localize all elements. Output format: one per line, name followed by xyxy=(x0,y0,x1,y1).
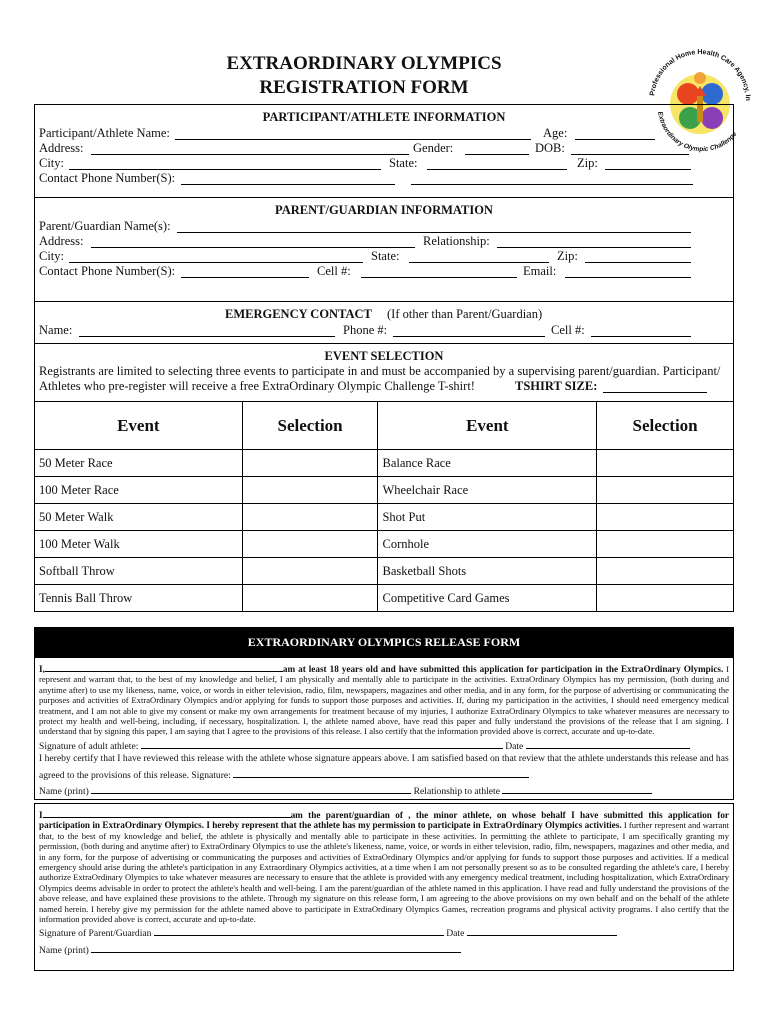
guardian-phone-label: Contact Phone Number(S): xyxy=(39,264,176,278)
event-column-header: Event xyxy=(378,402,597,450)
participant-zip-field[interactable] xyxy=(605,158,691,170)
guardian-relationship-label: Relationship: xyxy=(423,234,490,248)
certify-text: I hereby certify that I have reviewed this release with the athlete whose signature appears above. I am satisfied based on that review that the athlete understands this release and has agreed to the provisions of this release. Signature: xyxy=(39,753,729,781)
adult-release-body: I represent and warrant that, to the best of my knowledge and belief, I am physically and mentally able to participate in the activities. ExtraOrdinary Olympics has my permission, (both during and anytime after) to use my likeness, name, voice, or words in either television, radio, film, newspapers, magazines and other media, and in any form, for the purpose of advertising or communicating the purposes and activities of ExtraOrdinary Olympics and/or applying for funds to support those purposes and activities. If, during my participation in the activities, I should need emergency medical treatment, and I am not able to give my consent or make my own arrangements for treatment because of my injuries, I authorize ExtraOrdinary Olympics to take whatever measures are necessary to protect my health and well-being, including, if necessary, hospitalization. I, the athlete named above, have read this paper and fully understand the provisions of the release that I am signing. I understand that by signing this paper, I am saying that I agree to the provisions of this release. I also certify that the information provided above is correct, accurate and up-to-date. xyxy=(39,664,729,737)
emergency-cell-field[interactable] xyxy=(591,325,691,337)
event-name: 100 Meter Race xyxy=(35,477,243,504)
logo-text-bottom: Extraordinary Olympic Challenge xyxy=(656,111,739,154)
adult-release-section xyxy=(34,657,734,800)
event-selection-cell[interactable] xyxy=(597,531,734,558)
event-name: Tennis Ball Throw xyxy=(35,585,243,612)
guardian-city-field[interactable] xyxy=(69,251,363,263)
guardian-release-section xyxy=(34,803,734,971)
event-selection-cell[interactable] xyxy=(597,450,734,477)
event-selection-cell[interactable] xyxy=(597,585,734,612)
guardian-name-print-label: Name (print) xyxy=(39,944,89,956)
participant-address-label: Address: xyxy=(39,141,84,155)
event-selection-cell[interactable] xyxy=(597,477,734,504)
certify-signature-field[interactable] xyxy=(233,766,529,778)
emergency-name-field[interactable] xyxy=(79,325,335,337)
event-selection-cell[interactable] xyxy=(242,558,378,585)
table-row xyxy=(35,558,734,585)
guardian-zip-field[interactable] xyxy=(585,251,691,263)
name-print-row xyxy=(39,782,729,799)
guardian-phone-field[interactable] xyxy=(181,266,309,278)
guardian-release-name-field[interactable] xyxy=(43,806,291,818)
participant-phone-field-1[interactable] xyxy=(181,173,395,185)
participant-state-label: State: xyxy=(389,156,418,170)
guardian-name-row xyxy=(39,941,729,958)
guardian-release-paragraph xyxy=(39,806,729,924)
form-title-line1: EXTRAORDINARY OLYMPICS xyxy=(226,53,502,74)
relationship-athlete-label: Relationship to athlete xyxy=(413,786,500,798)
adult-signature-row xyxy=(39,737,729,754)
emergency-heading: EMERGENCY CONTACT xyxy=(225,307,372,321)
event-name: Competitive Card Games xyxy=(378,585,597,612)
participant-dob-field[interactable] xyxy=(571,143,689,155)
adult-release-paragraph xyxy=(39,660,729,737)
relationship-athlete-field[interactable] xyxy=(502,782,652,794)
event-column-header: Event xyxy=(35,402,243,450)
event-name: Basketball Shots xyxy=(378,558,597,585)
adult-date-field[interactable] xyxy=(526,737,690,749)
event-name: 50 Meter Race xyxy=(35,450,243,477)
participant-address-field[interactable] xyxy=(91,143,409,155)
adult-signature-field[interactable] xyxy=(141,737,503,749)
guardian-cell-field[interactable] xyxy=(361,266,517,278)
event-name: Balance Race xyxy=(378,450,597,477)
adult-intro: am at least 18 years old and have submitted this application for participation in the ExtraOrdinary Olympics. xyxy=(282,664,724,674)
guardian-cell-label: Cell #: xyxy=(317,264,351,278)
table-row xyxy=(35,477,734,504)
release-form-heading: EXTRAORDINARY OLYMPICS RELEASE FORM xyxy=(34,627,734,657)
guardian-date-label: Date xyxy=(446,928,465,940)
participant-dob-label: DOB: xyxy=(535,141,565,155)
event-selection-text-2: Athletes who pre-register will receive a free ExtraOrdinary Olympic Challenge T-shirt! xyxy=(39,379,475,393)
participant-gender-field[interactable] xyxy=(465,143,529,155)
guardian-signature-field[interactable] xyxy=(154,924,444,936)
table-row xyxy=(35,504,734,531)
participant-zip-label: Zip: xyxy=(577,156,598,170)
participant-city-label: City: xyxy=(39,156,65,170)
event-name: 50 Meter Walk xyxy=(35,504,243,531)
participant-state-field[interactable] xyxy=(427,158,567,170)
table-row xyxy=(35,450,734,477)
tshirt-size-field[interactable] xyxy=(603,381,707,393)
participant-phone-field-2[interactable] xyxy=(411,173,693,185)
event-selection-cell[interactable] xyxy=(597,504,734,531)
name-print-field[interactable] xyxy=(91,782,411,794)
participant-name-field[interactable] xyxy=(175,128,531,140)
emergency-heading-note: (If other than Parent/Guardian) xyxy=(387,307,543,321)
event-selection-cell[interactable] xyxy=(242,585,378,612)
guardian-name-field[interactable] xyxy=(177,221,691,233)
event-selection-cell[interactable] xyxy=(242,504,378,531)
table-row xyxy=(35,531,734,558)
participant-age-field[interactable] xyxy=(575,128,655,140)
event-name: Wheelchair Race xyxy=(378,477,597,504)
event-name: 100 Meter Walk xyxy=(35,531,243,558)
emergency-name-label: Name: xyxy=(39,323,73,337)
event-selection-section xyxy=(34,343,734,401)
event-selection-cell[interactable] xyxy=(242,531,378,558)
guardian-name-print-field[interactable] xyxy=(91,941,461,953)
guardian-date-field[interactable] xyxy=(467,924,617,936)
event-name: Cornhole xyxy=(378,531,597,558)
guardian-email-field[interactable] xyxy=(565,266,691,278)
event-selection-heading: EVENT SELECTION xyxy=(324,349,444,363)
event-selection-cell[interactable] xyxy=(242,477,378,504)
emergency-phone-label: Phone #: xyxy=(343,323,388,337)
adult-intro-prefix: I, xyxy=(39,664,45,674)
guardian-signature-label: Signature of Parent/Guardian xyxy=(39,928,152,940)
guardian-name-label: Parent/Guardian Name(s): xyxy=(39,219,171,233)
guardian-signature-row xyxy=(39,924,729,941)
guardian-relationship-field[interactable] xyxy=(497,236,691,248)
form-title-line2: REGISTRATION FORM xyxy=(259,77,469,98)
participant-heading: PARTICIPANT/ATHLETE INFORMATION xyxy=(262,110,506,124)
guardian-heading: PARENT/GUARDIAN INFORMATION xyxy=(275,203,493,217)
selection-column-header: Selection xyxy=(242,402,378,450)
guardian-state-label: State: xyxy=(371,249,400,263)
participant-gender-label: Gender: xyxy=(413,141,454,155)
guardian-city-label: City: xyxy=(39,249,65,263)
event-selection-text-1: Registrants are limited to selecting three events to participate in and must be accompanied by a supervising parent/guardian. Participant/ xyxy=(39,364,721,378)
guardian-address-field[interactable] xyxy=(91,236,415,248)
guardian-intro: am the parent/guardian of , the minor athlete, on whose behalf I have submitted this application for participation in ExtraOrdinary Olympics. I hereby represent that the athlete has my permission to participate in ExtraOrdinary Olympics activities. xyxy=(39,810,729,831)
event-selection-cell[interactable] xyxy=(597,558,734,585)
guardian-email-label: Email: xyxy=(523,264,557,278)
participant-name-label: Participant/Athlete Name: xyxy=(39,126,170,140)
table-row xyxy=(35,585,734,612)
adult-name-field[interactable] xyxy=(45,660,283,672)
logo-text-top: Professional Home Health Care Agency, In xyxy=(649,49,752,102)
name-print-label: Name (print) xyxy=(39,786,89,798)
adult-signature-label: Signature of adult athlete: xyxy=(39,740,139,752)
event-name: Shot Put xyxy=(378,504,597,531)
selection-column-header: Selection xyxy=(597,402,734,450)
guardian-intro-prefix: I xyxy=(39,810,43,820)
events-table xyxy=(34,401,734,612)
certify-row xyxy=(39,753,729,782)
participant-city-field[interactable] xyxy=(69,158,381,170)
guardian-state-field[interactable] xyxy=(409,251,549,263)
guardian-section xyxy=(34,197,734,301)
events-table-header-row xyxy=(35,402,734,450)
emergency-phone-field[interactable] xyxy=(393,325,545,337)
adult-date-label: Date xyxy=(505,740,524,752)
participant-section xyxy=(34,104,734,197)
event-name: Softball Throw xyxy=(35,558,243,585)
participant-phone-label: Contact Phone Number(S): xyxy=(39,171,176,185)
guardian-zip-label: Zip: xyxy=(557,249,578,263)
guardian-release-body: I further represent and warrant that, to the best of my knowledge and belief, the athlete is physically and mentally able to participate in these activities. In permitting the athlete to participate, I am specifically granting my permission, (both during and anytime after) to ExtraOrdinary Olympics to use the athlete's likeness, name, voice, or words in either television, radio, film, newspapers, magazines and other media, and in any form, for the purpose of advertising or communicating the purposes and activities of ExtraOrdinary Olympics and/or applying for funds to support those purposes and activities. If a medical emergency should arise during the athlete's participation in any Extraordinary Olympics activities, at a time when I am not personally present so as to be consulted regarding the athlete's care, I hereby authorize ExtraOrdinary Olympics to take whatever measures are necessary to ensure that the athlete is provided with any emergency medical treatment, including hospitalization, which ExtraOrdinary Olympics deems advisable in order to protect the athlete's health and well-being. I am the parent/guardian of the athlete named in this application. I have read and fully understand the provisions of the above release, and have explained these provisions to the athlete. Through my signature on this release form, I am agreeing to the above provisions on my own behalf and on the behalf of the athlete named herein. I hereby give my permission for the athlete named above to participate in ExtraOrdinary Olympics Games, recreation programs and physical activity programs. I also certify that the information provided above is correct, accurate and up-to-date. xyxy=(39,820,730,925)
emergency-section xyxy=(34,301,734,343)
emergency-cell-label: Cell #: xyxy=(551,323,585,337)
participant-age-label: Age: xyxy=(543,126,568,140)
event-selection-cell[interactable] xyxy=(242,450,378,477)
guardian-address-label: Address: xyxy=(39,234,84,248)
tshirt-size-label: TSHIRT SIZE: xyxy=(515,379,598,393)
